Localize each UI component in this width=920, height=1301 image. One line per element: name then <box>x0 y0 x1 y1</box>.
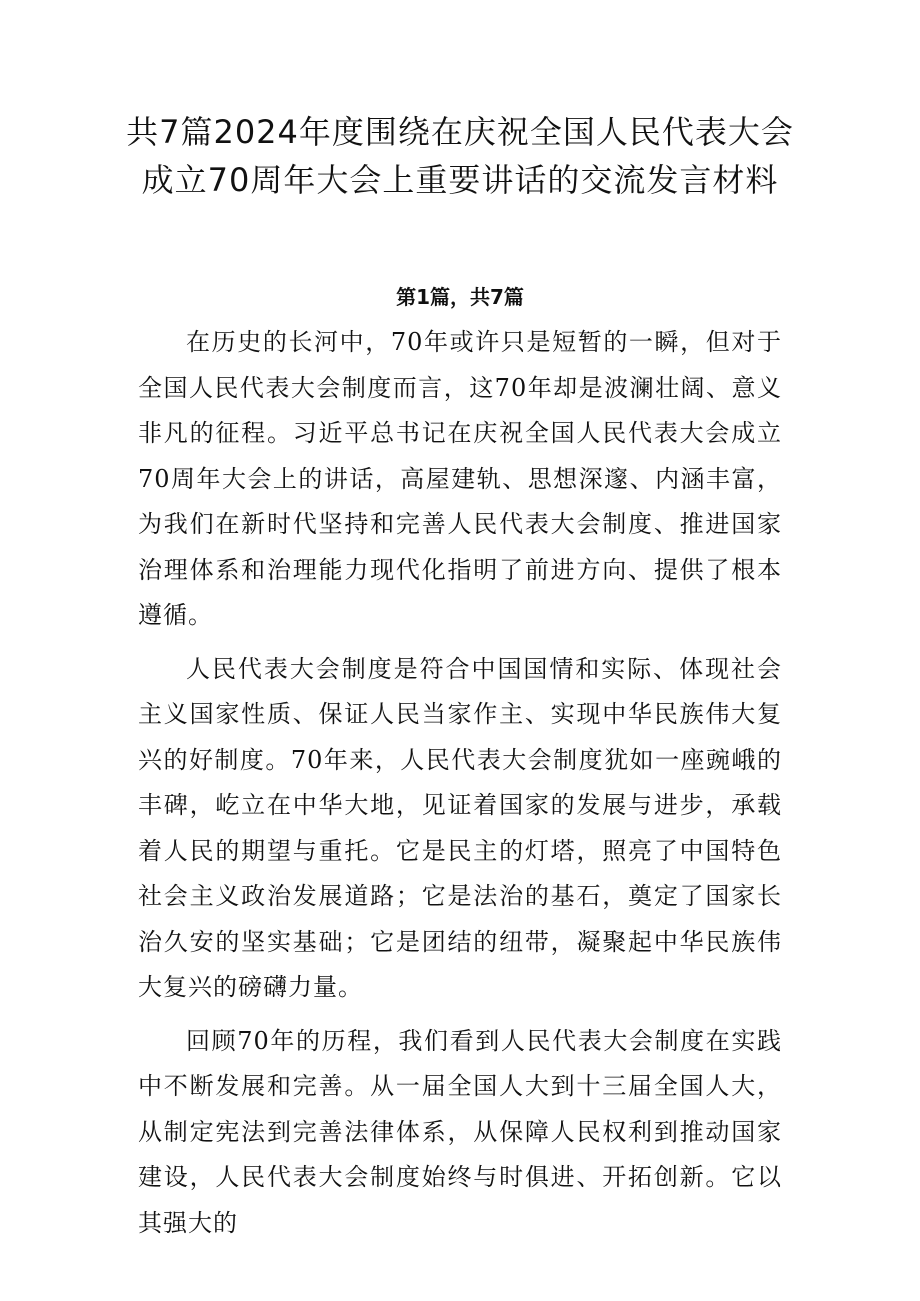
paragraph-1: 在历史的长河中，70年或许只是短暂的一瞬，但对于全国人民代表大会制度而言，这70年却是波澜壮阔、意义非凡的征程。习近平总书记在庆祝全国人民代表大会成立70周年大会上的讲话，高屋建轨、思想深邃、内涵丰富，为我们在新时代坚持和完善人民代表大会制度、推进国家治理体系和治理能力现代化指明了前进方向、提供了根本遵循。 <box>138 328 782 629</box>
document-title: 共7篇2024年度围绕在庆祝全国人民代表大会成立70周年大会上重要讲话的交流发言材料 <box>126 113 794 199</box>
part-indicator: 第1篇，共7篇 <box>396 285 524 309</box>
document-body <box>138 320 782 1246</box>
paragraph-3: 回顾70年的历程，我们看到人民代表大会制度在实践中不断发展和完善。从一届全国人大到十三届全国人大，从制定宪法到完善法律体系，从保障人民权利到推动国家建设，人民代表大会制度始终与时俱进、开拓创新。它以其强大的 <box>138 1026 782 1237</box>
paragraph-2: 人民代表大会制度是符合中国国情和实际、体现社会主义国家性质、保证人民当家作主、实现中华民族伟大复兴的好制度。70年来，人民代表大会制度犹如一座豌峨的丰碑，屹立在中华大地，见证着国家的发展与进步，承载着人民的期望与重托。它是民主的灯塔，照亮了中国特色社会主义政治发展道路；它是法治的基石，奠定了国家长治久安的坚实基础；它是团结的纽带，凝聚起中华民族伟大复兴的磅礴力量。 <box>138 654 782 1001</box>
